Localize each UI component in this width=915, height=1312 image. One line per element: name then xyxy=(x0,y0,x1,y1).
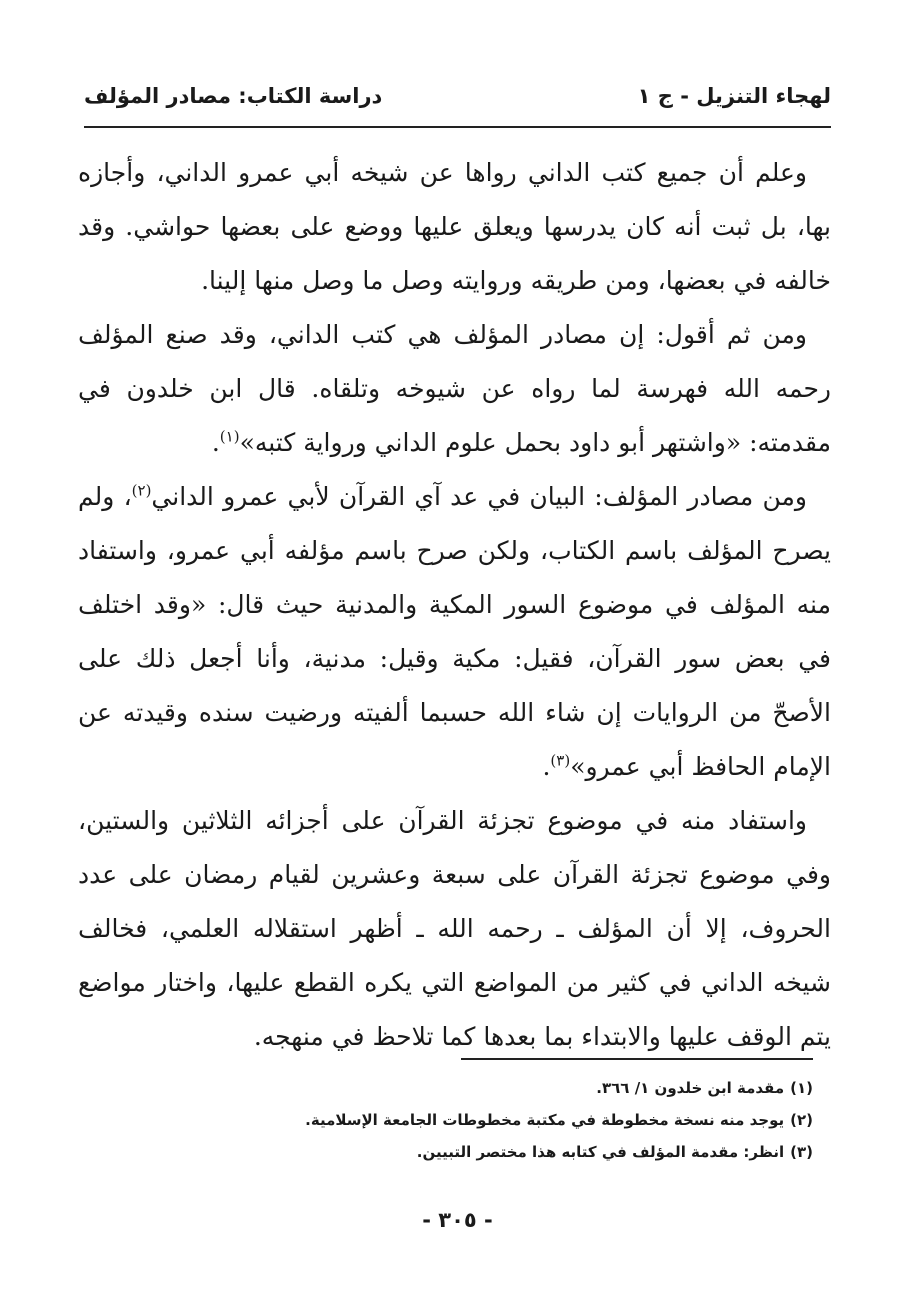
paragraph-2 xyxy=(78,308,831,470)
paragraph-3-text: ومن مصادر المؤلف: البيان في عد آي القرآن لأبي عمرو الداني xyxy=(151,482,808,511)
footnote-marker: (٣) xyxy=(790,1143,813,1161)
paragraph-1 xyxy=(78,146,831,308)
paragraph-1-text: وعلم أن جميع كتب الداني رواها عن شيخه أبي عمرو الداني، وأجازه بها، بل ثبت أنه كان يدرسها ويعلق عليها ووضع على بعضها حواشي. وقد خالفه في بعضها، ومن طريقه وروايته وصل ما وصل منها إلينا. xyxy=(78,158,831,295)
footnote-1 xyxy=(84,1072,813,1104)
chapter-title: دراسة الكتاب: مصادر المؤلف xyxy=(84,84,383,108)
footnote-ref-3[interactable]: (٣) xyxy=(550,751,571,770)
page-number: - ٣٠٥ - xyxy=(422,1208,493,1232)
footnote-ref-1[interactable]: (١) xyxy=(219,427,240,446)
header-rule xyxy=(84,126,831,128)
book-title: لهجاء التنزيل - ج ١ xyxy=(637,84,831,108)
footnote-marker: (٢) xyxy=(790,1111,813,1129)
footnote-3 xyxy=(84,1136,813,1168)
footnote-rule xyxy=(461,1058,813,1060)
running-header xyxy=(84,78,831,118)
paragraph-2-end: . xyxy=(211,428,220,457)
paragraph-3-continuation: ، ولم يصرح المؤلف باسم الكتاب، ولكن صرح باسم مؤلفه أبي عمرو، واستفاد منه المؤلف في موضوع السور المكية والمدنية حيث قال: «وقد اختلف في بعض سور القرآن، فقيل: مكية وقيل: مدنية، وأنا أجعل ذلك على الأصحّ من الروايات إن شاء الله حسبما ألفيته ورضيت سنده وقيدته عن الإمام الحافظ أبي عمرو» xyxy=(78,482,831,781)
footnote-2 xyxy=(84,1104,813,1136)
footnote-marker: (١) xyxy=(790,1079,813,1097)
footnotes xyxy=(84,1072,813,1168)
paragraph-4 xyxy=(78,794,831,1064)
paragraph-4-text: واستفاد منه في موضوع تجزئة القرآن على أجزائه الثلاثين والستين، وفي موضوع تجزئة القرآن على سبعة وعشرين لقيام رمضان على عدد الحروف، إلا أن المؤلف ـ رحمه الله ـ أظهر استقلاله العلمي، فخالف شيخه الداني في كثير من المواضع التي يكره القطع عليها، واختار مواضع يتم الوقف عليها والابتداء بما بعدها كما تلاحظ في منهجه. xyxy=(78,806,831,1051)
paragraph-3 xyxy=(78,470,831,794)
footnote-text: يوجد منه نسخة مخطوطة في مكتبة مخطوطات الجامعة الإسلامية. xyxy=(305,1111,785,1129)
footnote-ref-2[interactable]: (٢) xyxy=(131,481,152,500)
body-text xyxy=(78,146,831,1064)
footnote-text: انظر: مقدمة المؤلف في كتابه هذا مختصر التبيين. xyxy=(416,1143,785,1161)
footnote-text: مقدمة ابن خلدون ١/ ٣٦٦. xyxy=(596,1079,785,1097)
paragraph-3-end: . xyxy=(542,752,551,781)
paragraph-2-text: ومن ثم أقول: إن مصادر المؤلف هي كتب الداني، وقد صنع المؤلف رحمه الله فهرسة لما رواه عن شيوخه وتلقاه. قال ابن خلدون في مقدمته: «واشتهر أبو داود بحمل علوم الداني ورواية كتبه» xyxy=(78,320,831,457)
